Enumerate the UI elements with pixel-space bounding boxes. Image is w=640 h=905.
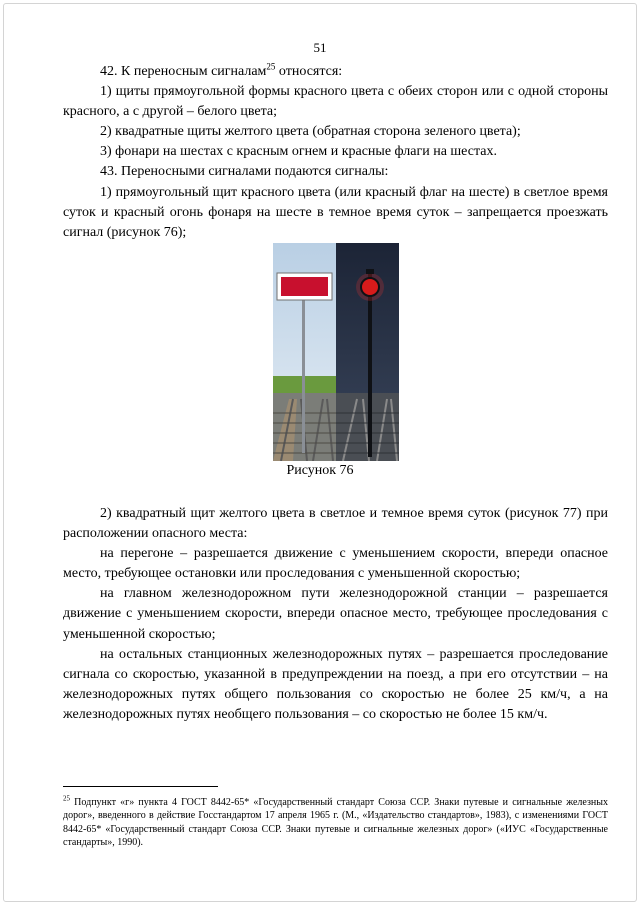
text-block-top [63,62,608,243]
night-scene [336,243,399,461]
paragraph-signal-1: 1) прямоугольный щит красного цвета (или красный флаг на шесте) в светлое время суток и красный огонь фонаря на шесте в темное время суток – запрещается проезжать сигнал (рисунок 76); [63,184,608,240]
paragraph-other-tracks: на остальных станционных железнодорожных путях – разрешается проследование сигнала со скоростью, указанной в предупреждении на поезд, а при его отсутствии – на железнодорожных путях общего пользования со скоростью не более 25 км/ч, а на железнодорожных путях необщего пользования – со скоростью не более 15 км/ч. [63,646,608,722]
paragraph-42-tail: относятся: [275,64,343,79]
paragraph-42 [63,62,608,82]
day-scene [273,243,336,461]
footnote-ref[interactable]: 25 [266,61,276,72]
paragraph-42-text: 42. К переносным сигналам [100,64,267,79]
paragraph-main-track: на главном железнодорожном пути железнодорожной станции – разрешается движение с уменьшением скорости, впереди опасное место, требующее проследования с уменьшенной скоростью; [63,586,608,642]
red-lantern-light [361,278,379,296]
paragraph-item-1: 1) щиты прямоугольной формы красного цвета с обеих сторон или с одной стороны красного, а с другой – белого цвета; [63,84,608,120]
railway-portable-signal-illustration [273,243,399,461]
page-number: 51 [313,40,327,55]
footnote-mark: 25 [63,794,70,803]
footnote [63,796,608,850]
text-block-bottom [63,504,608,725]
figure-76 [273,243,399,461]
footnote-divider [63,786,218,787]
paragraph-43: 43. Переносными сигналами подаются сигналы: [100,164,389,180]
footnote-text: Подпункт «г» пункта 4 ГОСТ 8442-65* «Государственный стандарт Союза ССР. Знаки путевые и сигнальные железных дорог», введенного в действие Госстандартом 17 апреля 1965 г. (М., «Издательство стандартов», 1983), с изменениями ГОСТ 8442-65* «Государственный стандарт Союза ССР. Знаки путевые и сигнальные железных дорог» («ИУС «Государственные стандарты», 1990). [63,797,608,849]
paragraph-item-3: 3) фонари на шестах с красным огнем и красные флаги на шестах. [100,144,497,160]
paragraph-item-2: 2) квадратные щиты желтого цвета (обратная сторона зеленого цвета); [100,124,521,140]
figure-caption: Рисунок 76 [286,463,354,478]
red-shield [281,277,328,296]
paragraph-haul: на перегоне – разрешается движение с уменьшением скорости, впереди опасное место, требующее остановки или проследования с уменьшенной скоростью; [63,546,608,582]
paragraph-signal-2: 2) квадратный щит желтого цвета в светлое и темное время суток (рисунок 77) при расположении опасного места: [63,506,608,542]
